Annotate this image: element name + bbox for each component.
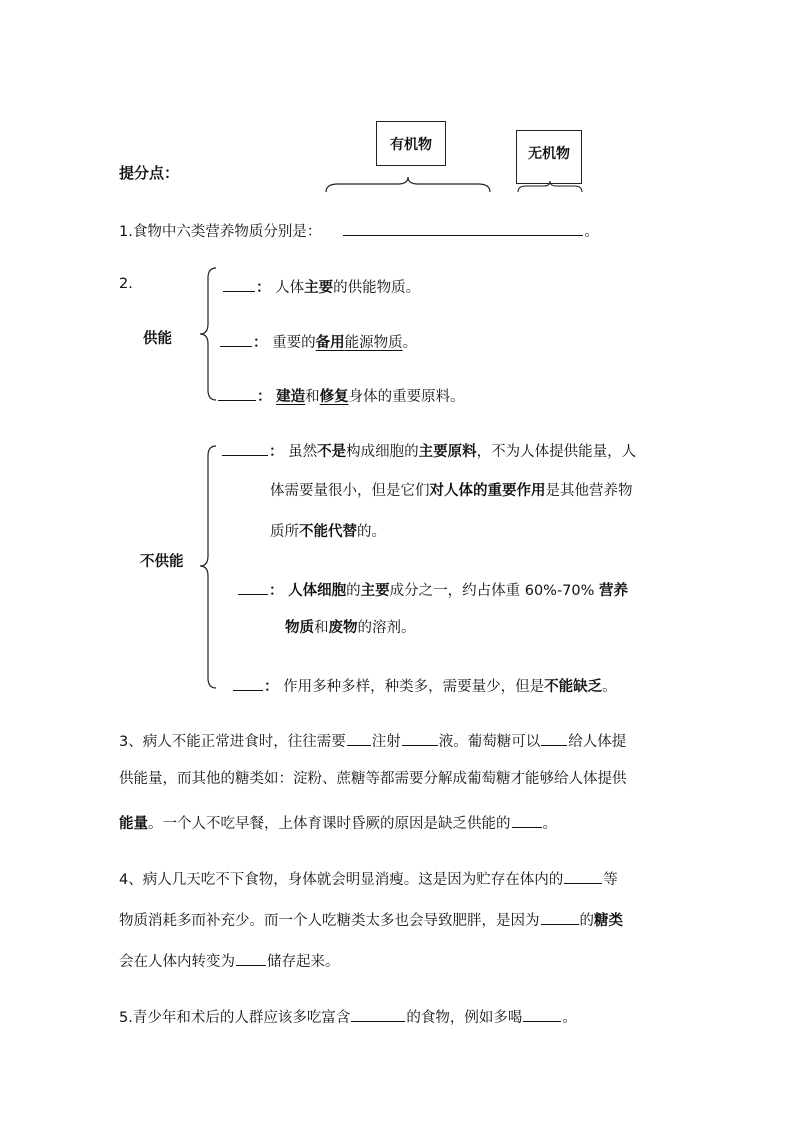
- no-energy-item-3: [232, 676, 617, 695]
- q2-number: 2.: [119, 276, 133, 292]
- q4-line3: [119, 951, 340, 970]
- energy-brace: [198, 266, 220, 404]
- q4-l2-bold: 糖类: [594, 913, 623, 929]
- q3-l1-a: 3、病人不能正常进食时，往往需要: [119, 734, 346, 750]
- n1-k: 的。: [357, 524, 386, 540]
- n3-c: 。: [602, 679, 617, 695]
- n1-j: 不能代替: [299, 524, 357, 540]
- no-energy-blank-1[interactable]: [222, 441, 268, 456]
- q4-line2: [119, 910, 623, 929]
- no-energy-item-2-line1: [237, 580, 628, 599]
- no-energy-item-2-line2: [285, 621, 416, 636]
- no-energy-item-1-line1: [221, 441, 636, 460]
- e1-text: 人体: [275, 280, 305, 296]
- n2-b: 的: [346, 583, 361, 599]
- n1-b: 不是: [317, 444, 347, 460]
- q3-blank-3[interactable]: [541, 731, 567, 746]
- n3-b: 不能缺乏: [544, 679, 603, 695]
- n2-e: 营养: [599, 583, 629, 599]
- n1-e: ，不为人体提供能量，人: [476, 444, 637, 460]
- n1-d: 主要原料: [418, 444, 477, 460]
- n2-f: 物质: [285, 620, 314, 636]
- q3-l3-bold: 能量: [119, 816, 148, 832]
- n2-a: 人体细胞: [288, 583, 347, 599]
- q5-b: 的食物，例如多喝: [406, 1010, 523, 1026]
- q3-blank-2[interactable]: [402, 731, 438, 746]
- q4-blank-1[interactable]: [564, 869, 602, 884]
- q4-l3-b: 储存起来。: [267, 954, 340, 970]
- q5-a: 5.青少年和术后的人群应该多吃富含: [119, 1010, 351, 1026]
- n1-i: 质所: [270, 524, 299, 540]
- q3-l1-d: 给人体提: [568, 734, 627, 750]
- n2-d: 成分之一，约占体重 60%-70%: [389, 583, 600, 599]
- e2-tail: 。: [402, 335, 418, 351]
- q4-l2-a: 物质消耗多而补充少。而一个人吃糖类太多也会导致肥胖，是因为: [119, 913, 540, 929]
- section-title: 提分点：: [119, 164, 180, 182]
- q5-blank-2[interactable]: [523, 1007, 561, 1022]
- n2-c: 主要: [360, 583, 390, 599]
- q1-line: [119, 221, 599, 240]
- colon: ：: [264, 679, 279, 695]
- n1-h: 是其他营养物: [545, 483, 633, 499]
- q1-blank[interactable]: [343, 221, 583, 236]
- q4-l1-a: 4、病人几天吃不下食物，身体就会明显消瘦。这是因为贮存在体内的: [119, 872, 564, 888]
- q4-l3-a: 会在人体内转变为: [119, 954, 235, 970]
- e2-bold: 备用: [315, 335, 345, 351]
- q5-line: [119, 1007, 577, 1026]
- q4-l2-b: 的: [579, 913, 594, 929]
- q3-line3: [119, 813, 557, 832]
- n3-a: 作用多种多样，种类多，需要量少，但是: [283, 679, 545, 695]
- no-energy-item-1-line2: [270, 484, 633, 499]
- q3-blank-4[interactable]: [512, 813, 542, 828]
- group-no-energy-label: 不供能: [140, 554, 184, 570]
- q5-blank-1[interactable]: [351, 1007, 405, 1022]
- q1-text: 1.食物中六类营养物质分别是：: [119, 224, 322, 240]
- energy-item-1: [222, 277, 420, 296]
- organic-box: 有机物: [376, 121, 446, 166]
- q4-line1: [119, 869, 618, 888]
- colon: ：: [269, 583, 284, 599]
- q3-blank-1[interactable]: [347, 731, 371, 746]
- q3-line2: 供能量，而其他的糖类如：淀粉、蔗糖等都需要分解成葡萄糖才能够给人体提供: [119, 771, 627, 787]
- n1-a: 虽然: [288, 444, 318, 460]
- e3-bold1: 建造: [276, 389, 306, 405]
- q5-c: 。: [562, 1010, 577, 1026]
- no-energy-blank-3[interactable]: [233, 676, 263, 691]
- q4-blank-2[interactable]: [541, 910, 579, 925]
- organic-brace: [324, 176, 494, 196]
- inorganic-box: 无机物: [516, 130, 582, 184]
- no-energy-blank-2[interactable]: [238, 580, 268, 595]
- e3-bold2: 修复: [319, 389, 349, 405]
- n2-g: 和: [314, 620, 329, 636]
- energy-blank-3[interactable]: [218, 386, 256, 401]
- q3-l1-b: 注射: [371, 734, 401, 750]
- e3-tail: 身体的重要原料。: [348, 389, 465, 405]
- n1-f: 体需要量很小，但是它们: [270, 483, 430, 499]
- energy-blank-2[interactable]: [220, 332, 252, 347]
- q1-end: 。: [584, 224, 599, 240]
- energy-blank-1[interactable]: [223, 277, 255, 292]
- n2-i: 的溶剂。: [357, 620, 416, 636]
- group-energy-label: 供能: [143, 331, 172, 347]
- q3-l3-b: 。: [542, 816, 557, 832]
- n2-h: 废物: [328, 620, 358, 636]
- e1-tail: 的供能物质。: [333, 280, 421, 296]
- q3-line1: [119, 731, 626, 750]
- inorganic-brace: [516, 180, 586, 194]
- q3-l1-c: 液。葡萄糖可以: [438, 734, 541, 750]
- e2-underline: 能源物质: [344, 335, 403, 351]
- colon: ：: [256, 280, 271, 296]
- no-energy-brace: [198, 444, 220, 692]
- no-energy-item-1-line3: [270, 525, 386, 540]
- e1-bold: 主要: [304, 280, 334, 296]
- n1-c: 构成细胞的: [346, 444, 419, 460]
- colon: ：: [253, 335, 268, 351]
- energy-item-3: [217, 386, 465, 405]
- n1-g: 对人体的重要作用: [429, 483, 546, 499]
- colon: ：: [269, 444, 284, 460]
- q4-l1-b: 等: [603, 872, 618, 888]
- e2-text: 重要的: [272, 335, 316, 351]
- q3-l3-a: 。一个人不吃早餐，上体育课时昏厥的原因是缺乏供能的: [148, 816, 511, 832]
- q4-blank-3[interactable]: [236, 951, 266, 966]
- energy-item-2: [219, 332, 417, 351]
- e3-mid: 和: [305, 389, 320, 405]
- colon: ：: [257, 389, 272, 405]
